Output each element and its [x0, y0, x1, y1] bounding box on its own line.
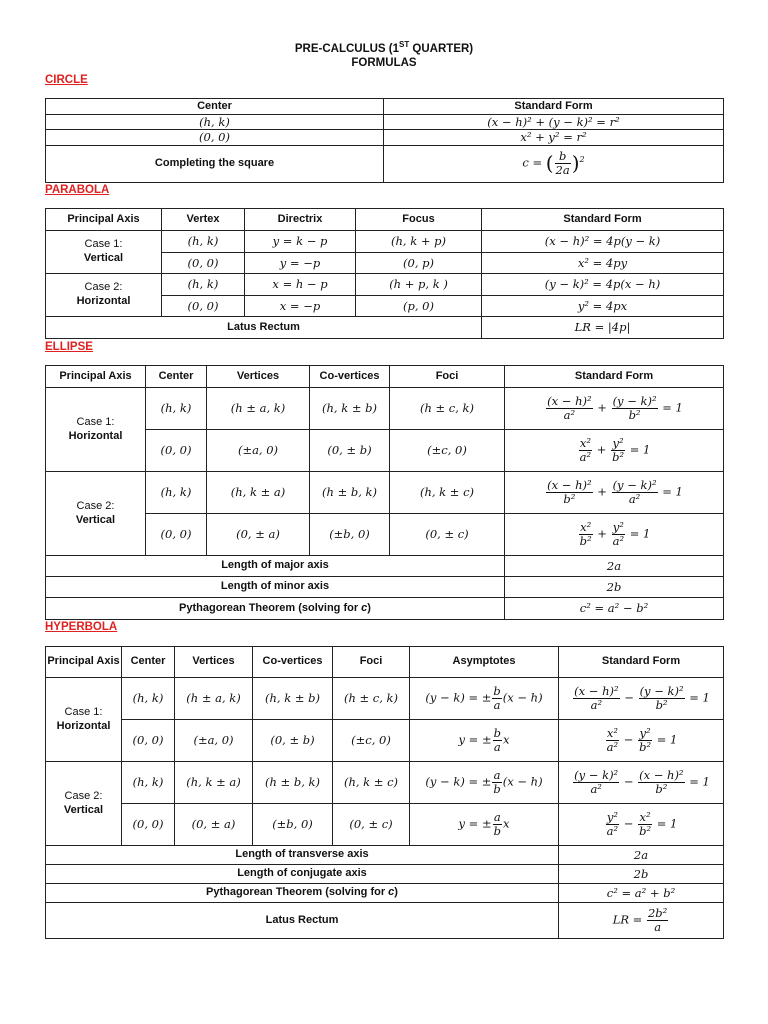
table-cell: (h, k ± c)	[390, 472, 505, 514]
parabola-case1: Case 1: Vertical	[46, 231, 162, 274]
table-cell: (0, ± c)	[390, 514, 505, 556]
hyperbola-pythagorean-value: c² = a² + b²	[559, 884, 724, 903]
hyperbola-header-center: Center	[122, 647, 175, 678]
parabola-latus-label: Latus Rectum	[46, 317, 482, 339]
table-cell: (h, k)	[122, 762, 175, 804]
ellipse-table	[45, 365, 724, 620]
ellipse-formula: $\frac{\text{(x − h)²}}{\text{b²}}$ + $\frac{\text{(y − k)²}}{\text{a²}}$ = 1	[505, 472, 724, 514]
parabola-header-directrix: Directrix	[245, 209, 356, 231]
table-cell: (h, k ± b)	[310, 388, 390, 430]
table-cell: (h, k ± a)	[175, 762, 253, 804]
table-cell: (p, 0)	[356, 296, 482, 317]
ellipse-minor-axis-label: Length of minor axis	[46, 577, 505, 598]
table-cell: y² = 4px	[482, 296, 724, 317]
table-cell: (±a, 0)	[207, 430, 310, 472]
table-cell: (0, 0)	[162, 253, 245, 274]
table-cell: (h, k)	[162, 274, 245, 296]
table-cell: (h ± c, k)	[390, 388, 505, 430]
table-cell: (h, k)	[146, 472, 207, 514]
circle-header-center: Center	[46, 99, 384, 115]
parabola-header-standard-form: Standard Form	[482, 209, 724, 231]
parabola-case2: Case 2: Horizontal	[46, 274, 162, 317]
ellipse-case1: Case 1: Horizontal	[46, 388, 146, 472]
hyperbola-latus-label: Latus Rectum	[46, 903, 559, 939]
table-cell: y = −p	[245, 253, 356, 274]
table-cell: (h ± b, k)	[253, 762, 333, 804]
hyperbola-conjugate-label: Length of conjugate axis	[46, 865, 559, 884]
table-cell: (h ± b, k)	[310, 472, 390, 514]
circle-header-standard-form: Standard Form	[384, 99, 724, 115]
table-cell: (0, 0)	[122, 804, 175, 846]
section-circle-title: CIRCLE	[45, 74, 88, 86]
title-line1-sup: ST	[399, 40, 410, 49]
table-cell: (0, ± c)	[333, 804, 410, 846]
table-cell: (0, ± a)	[207, 514, 310, 556]
table-cell: (h, k ± c)	[333, 762, 410, 804]
hyperbola-conjugate-value: 2b	[559, 865, 724, 884]
table-cell: (±b, 0)	[310, 514, 390, 556]
hyperbola-header-asymptotes: Asymptotes	[410, 647, 559, 678]
ellipse-case2: Case 2: Vertical	[46, 472, 146, 556]
hyperbola-transverse-value: 2a	[559, 846, 724, 865]
table-cell: x² = 4py	[482, 253, 724, 274]
fraction: $\frac{b}{2a}$	[555, 149, 570, 178]
table-cell: (±a, 0)	[175, 720, 253, 762]
ellipse-header-center: Center	[146, 366, 207, 388]
page-subtitle: FORMULAS	[351, 57, 417, 69]
hyperbola-case2: Case 2: Vertical	[46, 762, 122, 846]
table-cell: (y − k)² = 4p(x − h)	[482, 274, 724, 296]
table-cell: (0, ± a)	[175, 804, 253, 846]
hyperbola-header-vertices: Vertices	[175, 647, 253, 678]
hyperbola-asymptote: y = ± $\frac{a}{b}$ x	[410, 804, 559, 846]
ellipse-minor-axis-value: 2b	[505, 577, 724, 598]
page-title	[0, 40, 768, 55]
title-line1-b: QUARTER)	[409, 42, 474, 55]
hyperbola-header-foci: Foci	[333, 647, 410, 678]
ellipse-major-axis-value: 2a	[505, 556, 724, 577]
hyperbola-header-co-vertices: Co-vertices	[253, 647, 333, 678]
section-parabola-title: PARABOLA	[45, 184, 110, 196]
hyperbola-asymptote: y = ± $\frac{b}{a}$ x	[410, 720, 559, 762]
table-cell: (0, ± b)	[253, 720, 333, 762]
hyperbola-pythagorean-label: Pythagorean Theorem (solving for c)	[46, 884, 559, 903]
hyperbola-asymptote: (y − k) = ± $\frac{b}{a}$ (x − h)	[410, 678, 559, 720]
table-cell: (h, k)	[146, 388, 207, 430]
parabola-header-principal-axis: Principal Axis	[46, 209, 162, 231]
ellipse-header-vertices: Vertices	[207, 366, 310, 388]
hyperbola-latus-value: LR = $\frac{\text{2b²}}{a}$	[559, 903, 724, 939]
hyperbola-formula: $\frac{\text{(x − h)²}}{\text{a²}}$ − $\frac{\text{(y − k)²}}{\text{b²}}$ = 1	[559, 678, 724, 720]
parabola-header-focus: Focus	[356, 209, 482, 231]
table-cell: (0, p)	[356, 253, 482, 274]
table-cell: x = −p	[245, 296, 356, 317]
table-cell: (h, k)	[122, 678, 175, 720]
hyperbola-asymptote: (y − k) = ± $\frac{a}{b}$ (x − h)	[410, 762, 559, 804]
circle-formula-hk: (x − h)² + (y − k)² = r²	[384, 115, 724, 130]
ellipse-pythagorean-value: c² = a² − b²	[505, 598, 724, 620]
section-hyperbola-title: HYPERBOLA	[45, 621, 118, 633]
ellipse-major-axis-label: Length of major axis	[46, 556, 505, 577]
hyperbola-formula: $\frac{\text{(y − k)²}}{\text{a²}}$ − $\frac{\text{(x − h)²}}{\text{b²}}$ = 1	[559, 762, 724, 804]
table-cell: (h ± a, k)	[207, 388, 310, 430]
hyperbola-formula: $\frac{\text{y²}}{\text{a²}}$ − $\frac{\text{x²}}{\text{b²}}$ = 1	[559, 804, 724, 846]
parabola-header-vertex: Vertex	[162, 209, 245, 231]
table-cell: (h, k ± b)	[253, 678, 333, 720]
ellipse-pythagorean-label: Pythagorean Theorem (solving for c)	[46, 598, 505, 620]
table-cell: (0, 0)	[146, 430, 207, 472]
parabola-table	[45, 208, 724, 339]
hyperbola-formula: $\frac{\text{x²}}{\text{a²}}$ − $\frac{\text{y²}}{\text{b²}}$ = 1	[559, 720, 724, 762]
title-line1-a: PRE-CALCULUS (1	[294, 42, 399, 55]
table-cell: (0, ± b)	[310, 430, 390, 472]
table-cell: (±c, 0)	[333, 720, 410, 762]
section-ellipse-title: ELLIPSE	[45, 341, 93, 353]
hyperbola-header-principal-axis: Principal Axis	[46, 647, 122, 678]
circle-formula-origin: x² + y² = r²	[384, 130, 724, 145]
ellipse-header-foci: Foci	[390, 366, 505, 388]
hyperbola-header-standard-form: Standard Form	[559, 647, 724, 678]
table-cell: (h ± a, k)	[175, 678, 253, 720]
table-cell: (±c, 0)	[390, 430, 505, 472]
parabola-latus-value: LR = |4p|	[482, 317, 724, 339]
hyperbola-table	[45, 646, 724, 939]
circle-completing-formula: c = ( $\frac{b}{2a}$ )$^2$	[384, 145, 724, 182]
table-cell: (h + p, k )	[356, 274, 482, 296]
table-cell: (±b, 0)	[253, 804, 333, 846]
circle-table	[45, 98, 724, 183]
table-cell: (0, 0)	[122, 720, 175, 762]
table-cell: (h, k)	[162, 231, 245, 253]
table-cell: x = h − p	[245, 274, 356, 296]
table-cell: (h ± c, k)	[333, 678, 410, 720]
circle-center-origin: (0, 0)	[46, 130, 384, 145]
ellipse-formula: $\frac{\text{x²}}{\text{a²}}$ + $\frac{\text{y²}}{\text{b²}}$ = 1	[505, 430, 724, 472]
ellipse-header-co-vertices: Co-vertices	[310, 366, 390, 388]
ellipse-formula: $\frac{\text{(x − h)²}}{\text{a²}}$ + $\frac{\text{(y − k)²}}{\text{b²}}$ = 1	[505, 388, 724, 430]
ellipse-header-standard-form: Standard Form	[505, 366, 724, 388]
table-cell: (h, k + p)	[356, 231, 482, 253]
table-cell: y = k − p	[245, 231, 356, 253]
ellipse-header-principal-axis: Principal Axis	[46, 366, 146, 388]
table-cell: (0, 0)	[146, 514, 207, 556]
hyperbola-case1: Case 1: Horizontal	[46, 678, 122, 762]
circle-completing-label: Completing the square	[46, 145, 384, 182]
circle-center-hk: (h, k)	[46, 115, 384, 130]
hyperbola-transverse-label: Length of transverse axis	[46, 846, 559, 865]
ellipse-formula: $\frac{\text{x²}}{\text{b²}}$ + $\frac{\text{y²}}{\text{a²}}$ = 1	[505, 514, 724, 556]
table-cell: (0, 0)	[162, 296, 245, 317]
table-cell: (x − h)² = 4p(y − k)	[482, 231, 724, 253]
table-cell: (h, k ± a)	[207, 472, 310, 514]
